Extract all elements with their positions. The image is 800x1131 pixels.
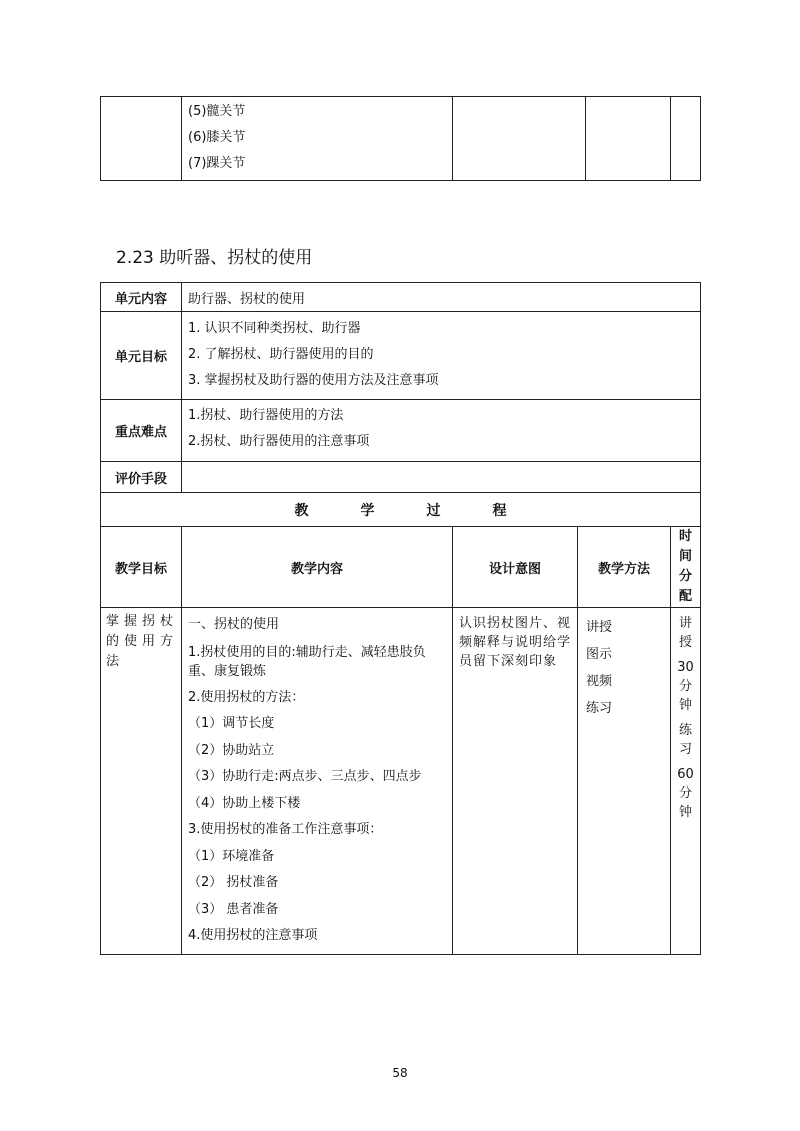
- list-item: 1. 认识不同种类拐杖、助行器: [188, 321, 361, 336]
- key-points-list: [182, 400, 701, 462]
- list-item: (7)踝关节: [188, 156, 246, 171]
- unit-content-label: 单元内容: [101, 283, 182, 312]
- unit-goals-label: 单元目标: [101, 312, 182, 400]
- method-item: 讲授: [586, 620, 613, 635]
- section-title: 2.23 助听器、拐杖的使用: [116, 248, 313, 268]
- process-row: [101, 608, 701, 955]
- process-title: [101, 493, 701, 527]
- header-method: 教学方法: [578, 527, 671, 608]
- content-line: 4.使用拐杖的注意事项: [188, 928, 318, 943]
- empty-cell: [453, 97, 586, 181]
- content-line: 1.拐杖使用的目的:辅助行走、减轻患肢负重、康复锻炼: [188, 644, 426, 679]
- page-number: 58: [392, 1066, 408, 1080]
- time-char: 授: [679, 635, 693, 650]
- content-line: 3.使用拐杖的准备工作注意事项：: [188, 822, 383, 837]
- content-line: 一、拐杖的使用: [188, 617, 280, 632]
- content-line: （2） 拐杖准备: [188, 875, 279, 890]
- empty-cell: [101, 97, 182, 181]
- key-points-row: [101, 400, 701, 462]
- process-title-char: 过: [426, 502, 441, 519]
- header-time-char: 配: [679, 589, 693, 604]
- teaching-methods: [578, 608, 671, 955]
- teaching-content: [182, 608, 453, 955]
- empty-cell: [671, 97, 701, 181]
- time-char: 练: [679, 723, 693, 738]
- unit-content-value: 助行器、拐杖的使用: [182, 283, 701, 312]
- design-intent: 认识拐杖图片、视频解释与说明给学员留下深刻印象: [453, 608, 578, 955]
- content-line: （3） 患者准备: [188, 901, 279, 917]
- time-char: 钟: [679, 805, 693, 820]
- teaching-goal: 掌握拐杖的使用方法: [101, 608, 182, 955]
- header-intent: 设计意图: [453, 527, 578, 608]
- time-allocation: [671, 608, 701, 955]
- header-time-char: 间: [679, 549, 693, 564]
- content-line: （2）协助站立: [188, 742, 275, 758]
- process-title-char: 学: [360, 502, 375, 519]
- list-item: 1.拐杖、助行器使用的方法: [188, 408, 344, 423]
- evaluation-value: [182, 462, 701, 493]
- process-title-row: [101, 493, 701, 527]
- time-char: 讲: [679, 616, 693, 631]
- content-line: （1）环境准备: [188, 848, 275, 864]
- process-title-char: 程: [492, 502, 507, 519]
- continuation-table: [100, 96, 701, 181]
- header-content: 教学内容: [182, 527, 453, 608]
- header-time-char: 分: [679, 569, 693, 584]
- lesson-plan-table: [100, 282, 701, 955]
- time-char: 分: [679, 786, 693, 801]
- header-time: [671, 527, 701, 608]
- lecture-minutes: 30: [677, 660, 694, 675]
- practice-minutes: 60: [677, 767, 694, 782]
- empty-cell: [586, 97, 671, 181]
- unit-goals-row: [101, 312, 701, 400]
- method-item: 视频: [586, 674, 613, 689]
- list-item: (6)膝关节: [188, 130, 246, 145]
- header-time-char: 时: [679, 529, 693, 544]
- list-item: (5)髋关节: [188, 104, 246, 119]
- key-points-label: 重点难点: [101, 400, 182, 462]
- time-char: 分: [679, 679, 693, 694]
- content-line: （4）协助上楼下楼: [188, 795, 301, 811]
- evaluation-label: 评价手段: [101, 462, 182, 493]
- process-title-char: 教: [294, 502, 309, 519]
- evaluation-row: [101, 462, 701, 493]
- time-char: 钟: [679, 698, 693, 713]
- unit-goals-list: [182, 312, 701, 400]
- joint-list: [182, 97, 453, 181]
- content-line: （3）协助行走:两点步、三点步、四点步: [188, 769, 422, 784]
- header-goal: 教学目标: [101, 527, 182, 608]
- list-item: 2. 了解拐杖、助行器使用的目的: [188, 347, 374, 362]
- list-item: 2.拐杖、助行器使用的注意事项: [188, 434, 370, 449]
- method-item: 练习: [586, 701, 613, 716]
- process-header-row: [101, 527, 701, 608]
- method-item: 图示: [586, 647, 613, 662]
- content-line: 2.使用拐杖的方法：: [188, 689, 305, 705]
- unit-content-row: [101, 283, 701, 312]
- list-item: 3. 掌握拐杖及助行器的使用方法及注意事项: [188, 373, 439, 388]
- content-line: （1）调节长度: [188, 716, 275, 731]
- time-char: 习: [679, 742, 693, 757]
